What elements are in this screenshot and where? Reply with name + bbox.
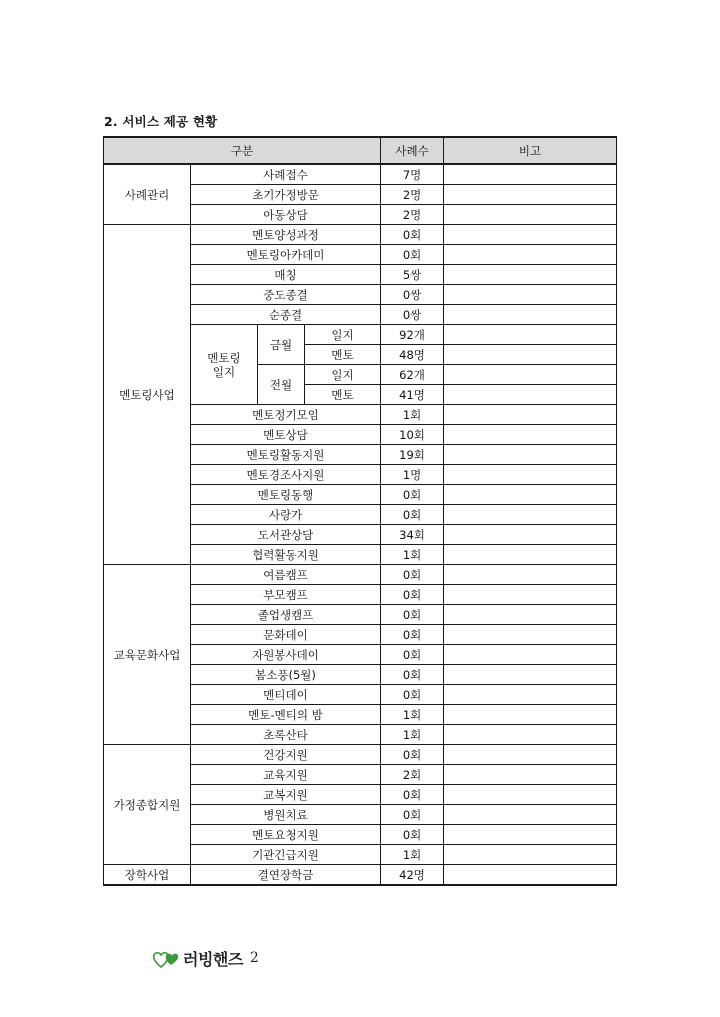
section-title: 2. 서비스 제공 현황 — [104, 114, 218, 129]
item-label: 부모캠프 — [191, 585, 381, 605]
note-cell — [444, 405, 617, 425]
note-cell — [444, 485, 617, 505]
case-count: 0회 — [381, 805, 444, 825]
header-category: 구분 — [104, 137, 381, 164]
item-label: 병원치료 — [191, 805, 381, 825]
note-cell — [444, 265, 617, 285]
note-cell — [444, 205, 617, 225]
case-count: 42명 — [381, 865, 444, 886]
note-cell — [444, 325, 617, 345]
group-label: 사례관리 — [104, 164, 191, 225]
footer-brand: 러빙핸즈 — [183, 949, 243, 969]
case-count: 0회 — [381, 585, 444, 605]
item-label: 멘토정기모임 — [191, 405, 381, 425]
case-count: 0회 — [381, 745, 444, 765]
case-count: 0회 — [381, 685, 444, 705]
case-count: 1회 — [381, 705, 444, 725]
case-count: 1회 — [381, 725, 444, 745]
note-cell — [444, 585, 617, 605]
item-label: 결연장학금 — [191, 865, 381, 886]
item-label: 협력활동지원 — [191, 545, 381, 565]
case-count: 0회 — [381, 825, 444, 845]
note-cell — [444, 545, 617, 565]
journal-type: 멘토 — [305, 345, 381, 365]
case-count: 0회 — [381, 225, 444, 245]
note-cell — [444, 605, 617, 625]
group-label: 장학사업 — [104, 865, 191, 886]
case-count: 2명 — [381, 205, 444, 225]
item-label: 멘토링활동지원 — [191, 445, 381, 465]
table-row — [104, 164, 617, 185]
journal-type: 일지 — [305, 365, 381, 385]
item-label: 매칭 — [191, 265, 381, 285]
note-cell — [444, 164, 617, 185]
table-row — [104, 225, 617, 245]
case-count: 7명 — [381, 164, 444, 185]
note-cell — [444, 785, 617, 805]
item-label: 여름캠프 — [191, 565, 381, 585]
item-label: 순종결 — [191, 305, 381, 325]
note-cell — [444, 805, 617, 825]
note-cell — [444, 725, 617, 745]
item-label: 봄소풍(5월) — [191, 665, 381, 685]
table-row — [104, 565, 617, 585]
item-label: 사례접수 — [191, 164, 381, 185]
item-label: 문화데이 — [191, 625, 381, 645]
item-label: 멘토-멘티의 밤 — [191, 705, 381, 725]
group-label: 교육문화사업 — [104, 565, 191, 745]
note-cell — [444, 685, 617, 705]
case-count: 0회 — [381, 605, 444, 625]
period-label: 전월 — [258, 365, 305, 405]
item-label: 교복지원 — [191, 785, 381, 805]
note-cell — [444, 185, 617, 205]
item-label: 멘티데이 — [191, 685, 381, 705]
table-header-row — [104, 137, 617, 164]
case-count: 0회 — [381, 625, 444, 645]
case-count: 34회 — [381, 525, 444, 545]
case-count: 0회 — [381, 505, 444, 525]
item-label: 멘토링동행 — [191, 485, 381, 505]
item-label: 멘토양성과정 — [191, 225, 381, 245]
note-cell — [444, 385, 617, 405]
case-count: 19회 — [381, 445, 444, 465]
item-label: 아동상담 — [191, 205, 381, 225]
note-cell — [444, 565, 617, 585]
note-cell — [444, 665, 617, 685]
case-count: 92개 — [381, 325, 444, 345]
item-label: 초기가정방문 — [191, 185, 381, 205]
item-label: 멘토경조사지원 — [191, 465, 381, 485]
case-count: 0회 — [381, 645, 444, 665]
header-count: 사례수 — [381, 137, 444, 164]
case-count: 10회 — [381, 425, 444, 445]
note-cell — [444, 625, 617, 645]
note-cell — [444, 645, 617, 665]
case-count: 2회 — [381, 765, 444, 785]
case-count: 1회 — [381, 845, 444, 865]
journal-label-line2: 일지 — [212, 364, 236, 379]
table-row — [104, 865, 617, 886]
note-cell — [444, 445, 617, 465]
item-label: 건강지원 — [191, 745, 381, 765]
case-count: 0회 — [381, 485, 444, 505]
case-count: 1회 — [381, 405, 444, 425]
item-label: 기관긴급지원 — [191, 845, 381, 865]
page-number: 2 — [249, 950, 259, 966]
group-label: 멘토링사업 — [104, 225, 191, 565]
item-label: 멘토상담 — [191, 425, 381, 445]
case-count: 0쌍 — [381, 285, 444, 305]
service-status-table — [103, 136, 617, 886]
item-label: 교육지원 — [191, 765, 381, 785]
note-cell — [444, 345, 617, 365]
case-count: 2명 — [381, 185, 444, 205]
case-count: 1명 — [381, 465, 444, 485]
case-count: 0쌍 — [381, 305, 444, 325]
case-count: 0회 — [381, 245, 444, 265]
note-cell — [444, 745, 617, 765]
hearts-logo-icon — [152, 946, 180, 970]
item-label: 초록산타 — [191, 725, 381, 745]
item-label: 멘토링아카데미 — [191, 245, 381, 265]
note-cell — [444, 285, 617, 305]
group-label: 가정종합지원 — [104, 745, 191, 865]
note-cell — [444, 765, 617, 785]
journal-type: 멘토 — [305, 385, 381, 405]
header-note: 비고 — [444, 137, 617, 164]
note-cell — [444, 305, 617, 325]
note-cell — [444, 505, 617, 525]
item-label: 자원봉사데이 — [191, 645, 381, 665]
note-cell — [444, 825, 617, 845]
footer — [152, 945, 259, 971]
note-cell — [444, 225, 617, 245]
journal-type: 일지 — [305, 325, 381, 345]
note-cell — [444, 425, 617, 445]
note-cell — [444, 365, 617, 385]
case-count: 0회 — [381, 665, 444, 685]
note-cell — [444, 845, 617, 865]
note-cell — [444, 705, 617, 725]
case-count: 5쌍 — [381, 265, 444, 285]
item-label: 멘토요청지원 — [191, 825, 381, 845]
note-cell — [444, 245, 617, 265]
item-label: 도서관상담 — [191, 525, 381, 545]
case-count: 62개 — [381, 365, 444, 385]
table-row — [104, 745, 617, 765]
table-body — [104, 164, 617, 885]
period-label: 금월 — [258, 325, 305, 365]
note-cell — [444, 865, 617, 886]
note-cell — [444, 465, 617, 485]
case-count: 0회 — [381, 565, 444, 585]
item-label: 졸업생캠프 — [191, 605, 381, 625]
journal-label-line1: 멘토링 — [207, 350, 241, 365]
item-label: 중도종결 — [191, 285, 381, 305]
journal-group-label — [191, 325, 258, 405]
case-count: 41명 — [381, 385, 444, 405]
case-count: 48명 — [381, 345, 444, 365]
item-label: 사랑가 — [191, 505, 381, 525]
case-count: 0회 — [381, 785, 444, 805]
case-count: 1회 — [381, 545, 444, 565]
note-cell — [444, 525, 617, 545]
